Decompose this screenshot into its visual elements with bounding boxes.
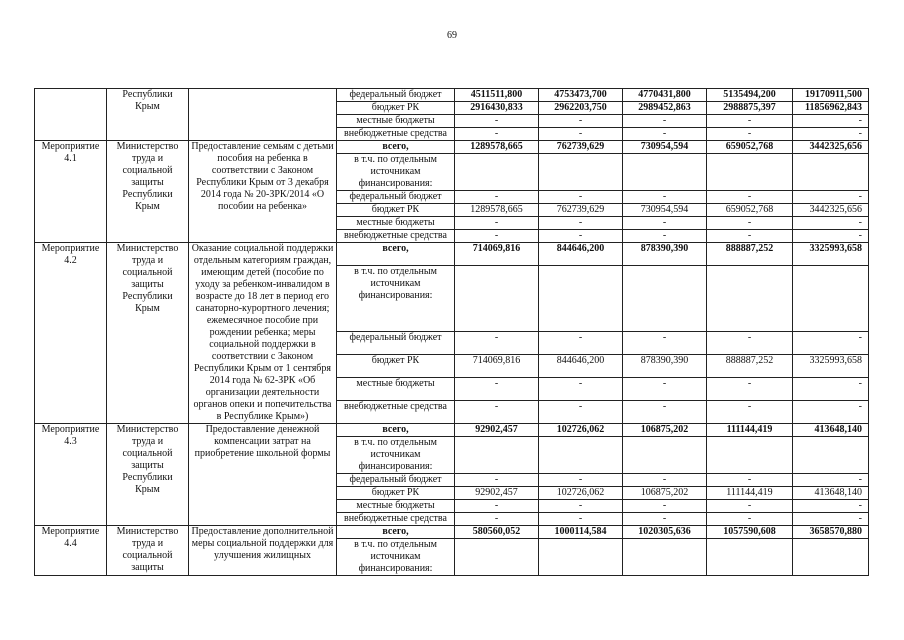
value-cell: 92902,457: [455, 487, 539, 500]
value-cell: 2988875,397: [707, 102, 793, 115]
value-cell: [793, 539, 869, 576]
value-cell: 3325993,658: [793, 243, 869, 266]
org-cell: Министерство труда и социальной защиты Республики Крым: [107, 141, 189, 243]
measure-total-row: [35, 424, 869, 437]
value-cell: -: [623, 400, 707, 423]
value-cell: 111144,419: [707, 487, 793, 500]
value-cell: 580560,052: [455, 526, 539, 539]
value-cell: -: [793, 191, 869, 204]
value-cell: -: [707, 217, 793, 230]
value-cell: -: [707, 377, 793, 400]
value-cell: 413648,140: [793, 487, 869, 500]
source-cell: бюджет РК: [337, 354, 455, 377]
measure-id-cell: Мероприятие 4.3: [35, 424, 107, 526]
value-cell: 1020305,636: [623, 526, 707, 539]
value-cell: -: [793, 230, 869, 243]
value-cell: 92902,457: [455, 424, 539, 437]
org-cell: Министерство труда и социальной защиты Республики Крым: [107, 243, 189, 424]
value-cell: 844646,200: [539, 354, 623, 377]
value-cell: [455, 437, 539, 474]
value-cell: 878390,390: [623, 243, 707, 266]
value-cell: [539, 154, 623, 191]
value-cell: -: [455, 513, 539, 526]
value-cell: [539, 266, 623, 332]
value-cell: 888887,252: [707, 243, 793, 266]
source-cell: внебюджетные средства: [337, 128, 455, 141]
value-cell: 413648,140: [793, 424, 869, 437]
source-cell: федеральный бюджет: [337, 191, 455, 204]
value-cell: 3442325,656: [793, 141, 869, 154]
source-cell: местные бюджеты: [337, 500, 455, 513]
value-cell: -: [539, 513, 623, 526]
value-cell: 2962203,750: [539, 102, 623, 115]
value-cell: 4511511,800: [455, 89, 539, 102]
description-cell: [189, 89, 337, 141]
value-cell: -: [707, 230, 793, 243]
value-cell: 714069,816: [455, 243, 539, 266]
value-cell: 5135494,200: [707, 89, 793, 102]
source-cell: всего,: [337, 526, 455, 539]
value-cell: 3658570,880: [793, 526, 869, 539]
value-cell: -: [623, 191, 707, 204]
value-cell: -: [539, 115, 623, 128]
value-cell: -: [455, 331, 539, 354]
source-cell: всего,: [337, 243, 455, 266]
value-cell: [707, 154, 793, 191]
value-cell: 762739,629: [539, 141, 623, 154]
value-cell: -: [793, 217, 869, 230]
source-cell: бюджет РК: [337, 487, 455, 500]
table-row: [35, 89, 869, 102]
budget-table: [34, 88, 869, 576]
source-cell: в т.ч. по отдельным источникам финансирования:: [337, 437, 455, 474]
value-cell: -: [539, 331, 623, 354]
value-cell: -: [793, 474, 869, 487]
value-cell: -: [539, 400, 623, 423]
value-cell: [793, 266, 869, 332]
value-cell: -: [793, 128, 869, 141]
source-cell: внебюджетные средства: [337, 513, 455, 526]
value-cell: -: [455, 115, 539, 128]
value-cell: -: [539, 500, 623, 513]
value-cell: 19170911,500: [793, 89, 869, 102]
source-cell: в т.ч. по отдельным источникам финансирования:: [337, 539, 455, 576]
value-cell: -: [539, 128, 623, 141]
value-cell: [623, 437, 707, 474]
value-cell: 844646,200: [539, 243, 623, 266]
org-cell: Министерство труда и социальной защиты Республики Крым: [107, 424, 189, 526]
value-cell: 2916430,833: [455, 102, 539, 115]
value-cell: [455, 154, 539, 191]
value-cell: -: [623, 115, 707, 128]
value-cell: 106875,202: [623, 424, 707, 437]
description-cell: Предоставление семьям с детьми пособия на ребенка в соответствии с Законом Республики Крым от 3 декабря 2014 года № 20-ЗРК/2014 «О пособии на ребенка»: [189, 141, 337, 243]
source-cell: всего,: [337, 141, 455, 154]
value-cell: 102726,062: [539, 424, 623, 437]
value-cell: -: [539, 474, 623, 487]
source-cell: в т.ч. по отдельным источникам финансирования:: [337, 154, 455, 191]
value-cell: 659052,768: [707, 204, 793, 217]
value-cell: [793, 437, 869, 474]
measure-total-row: [35, 141, 869, 154]
source-cell: внебюджетные средства: [337, 230, 455, 243]
value-cell: -: [707, 513, 793, 526]
value-cell: 102726,062: [539, 487, 623, 500]
value-cell: -: [793, 500, 869, 513]
value-cell: -: [455, 128, 539, 141]
value-cell: -: [793, 115, 869, 128]
value-cell: -: [539, 377, 623, 400]
value-cell: -: [539, 191, 623, 204]
value-cell: -: [707, 191, 793, 204]
value-cell: [623, 266, 707, 332]
value-cell: [623, 154, 707, 191]
value-cell: 888887,252: [707, 354, 793, 377]
measure-id-cell: Мероприятие 4.4: [35, 526, 107, 576]
value-cell: [539, 539, 623, 576]
value-cell: -: [793, 513, 869, 526]
value-cell: [707, 539, 793, 576]
source-cell: бюджет РК: [337, 102, 455, 115]
source-cell: местные бюджеты: [337, 217, 455, 230]
description-cell: Предоставление дополнительной меры социальной поддержки для улучшения жилищных: [189, 526, 337, 576]
value-cell: [793, 154, 869, 191]
value-cell: -: [623, 128, 707, 141]
value-cell: -: [793, 331, 869, 354]
source-cell: всего,: [337, 424, 455, 437]
value-cell: -: [539, 217, 623, 230]
value-cell: -: [455, 230, 539, 243]
value-cell: -: [455, 217, 539, 230]
value-cell: [707, 437, 793, 474]
value-cell: [455, 539, 539, 576]
org-cell: Министерство труда и социальной защиты: [107, 526, 189, 576]
value-cell: 2989452,863: [623, 102, 707, 115]
value-cell: [539, 437, 623, 474]
value-cell: 1289578,665: [455, 141, 539, 154]
page-number: 69: [447, 30, 457, 41]
description-cell: Оказание социальной поддержки отдельным категориям граждан, имеющим детей (пособие по уходу за ребенком-инвалидом в возрасте до 18 лет в период его санаторно-курортного лечения; ежемесячное пособие при рождении ребенка; меры социальной поддержки в соответствии с Законом Республики Крым от 1 сентября 2014 года № 62-ЗРК «Об организации деятельности органов опеки и попечительства в Республике Крым»): [189, 243, 337, 424]
value-cell: 106875,202: [623, 487, 707, 500]
value-cell: -: [623, 230, 707, 243]
value-cell: -: [455, 400, 539, 423]
measure-id-cell: [35, 89, 107, 141]
value-cell: -: [455, 191, 539, 204]
source-cell: бюджет РК: [337, 204, 455, 217]
source-cell: местные бюджеты: [337, 115, 455, 128]
value-cell: 11856962,843: [793, 102, 869, 115]
value-cell: -: [707, 128, 793, 141]
value-cell: [623, 539, 707, 576]
value-cell: 659052,768: [707, 141, 793, 154]
source-cell: федеральный бюджет: [337, 474, 455, 487]
value-cell: -: [623, 474, 707, 487]
value-cell: 111144,419: [707, 424, 793, 437]
value-cell: -: [455, 377, 539, 400]
value-cell: -: [793, 400, 869, 423]
source-cell: местные бюджеты: [337, 377, 455, 400]
description-cell: Предоставление денежной компенсации затрат на приобретение школьной формы: [189, 424, 337, 526]
value-cell: -: [793, 377, 869, 400]
value-cell: 4770431,800: [623, 89, 707, 102]
measure-id-cell: Мероприятие 4.2: [35, 243, 107, 424]
value-cell: -: [707, 115, 793, 128]
source-cell: федеральный бюджет: [337, 331, 455, 354]
value-cell: 3325993,658: [793, 354, 869, 377]
value-cell: [707, 266, 793, 332]
value-cell: 730954,594: [623, 204, 707, 217]
value-cell: 1057590,608: [707, 526, 793, 539]
value-cell: -: [539, 230, 623, 243]
org-cell: Республики Крым: [107, 89, 189, 141]
value-cell: -: [455, 474, 539, 487]
measure-total-row: [35, 526, 869, 539]
value-cell: 730954,594: [623, 141, 707, 154]
source-cell: федеральный бюджет: [337, 89, 455, 102]
measure-id-cell: Мероприятие 4.1: [35, 141, 107, 243]
value-cell: -: [623, 377, 707, 400]
source-cell: в т.ч. по отдельным источникам финансирования:: [337, 266, 455, 332]
measure-total-row: [35, 243, 869, 266]
value-cell: 762739,629: [539, 204, 623, 217]
value-cell: -: [707, 474, 793, 487]
value-cell: 1000114,584: [539, 526, 623, 539]
value-cell: 878390,390: [623, 354, 707, 377]
value-cell: -: [623, 513, 707, 526]
value-cell: -: [707, 500, 793, 513]
value-cell: -: [707, 400, 793, 423]
value-cell: -: [623, 217, 707, 230]
value-cell: 714069,816: [455, 354, 539, 377]
value-cell: 4753473,700: [539, 89, 623, 102]
value-cell: -: [455, 500, 539, 513]
source-cell: внебюджетные средства: [337, 400, 455, 423]
value-cell: 1289578,665: [455, 204, 539, 217]
value-cell: -: [623, 331, 707, 354]
value-cell: -: [707, 331, 793, 354]
value-cell: -: [623, 500, 707, 513]
value-cell: [455, 266, 539, 332]
value-cell: 3442325,656: [793, 204, 869, 217]
